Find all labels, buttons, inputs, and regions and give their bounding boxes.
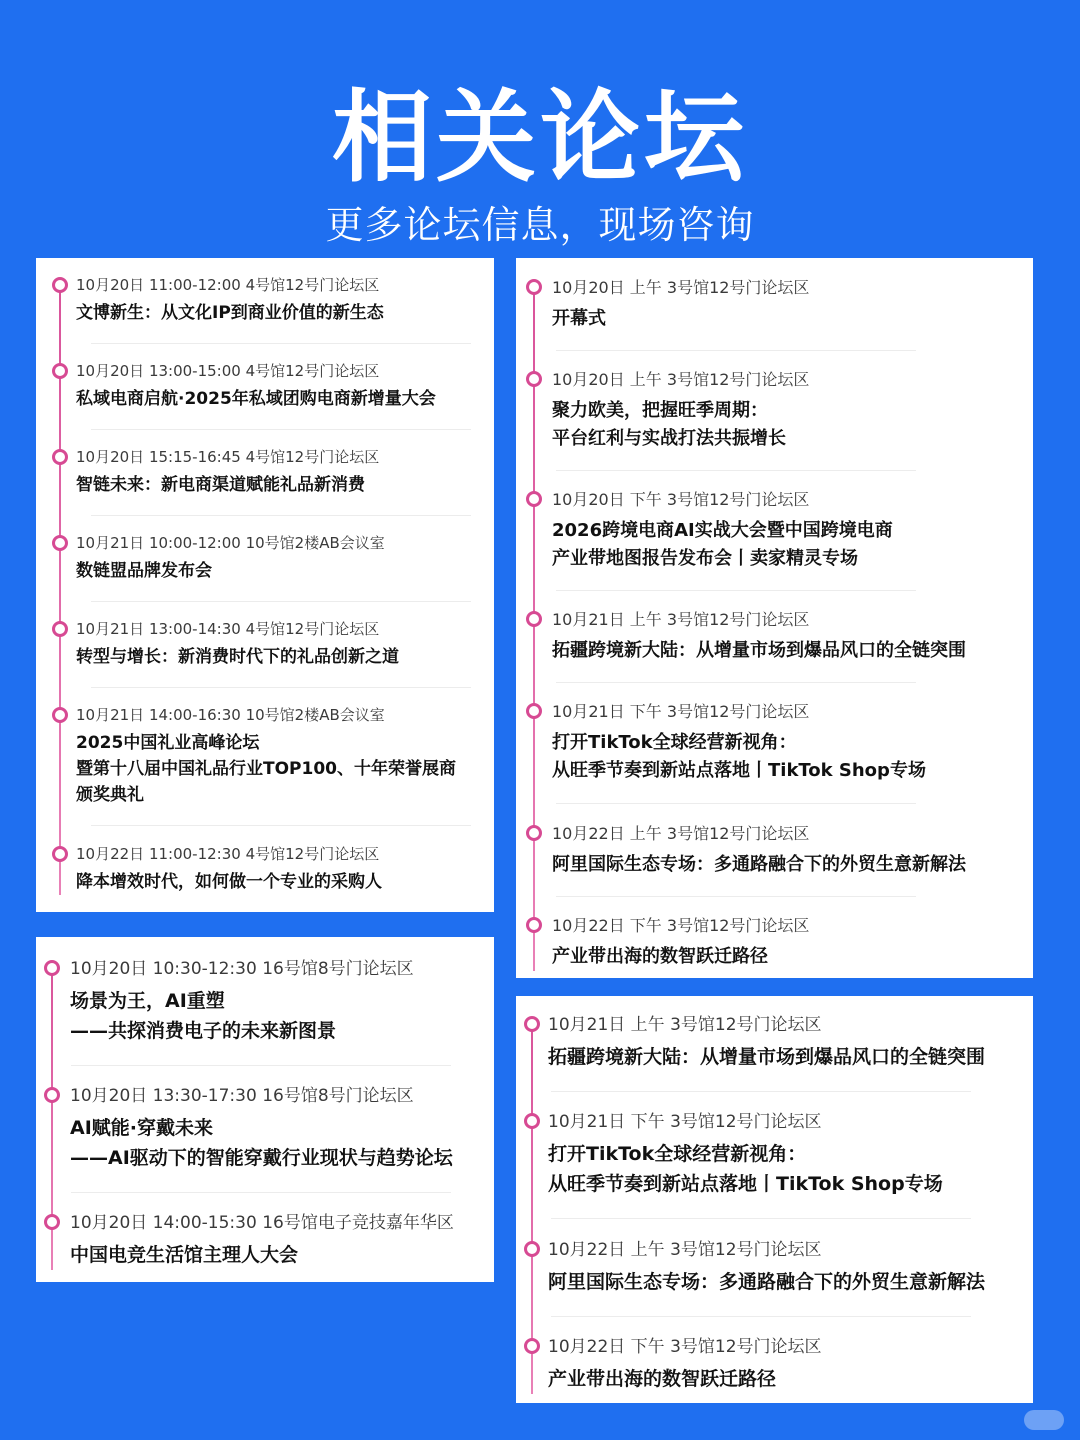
timeline-marker-icon xyxy=(526,611,542,627)
forum-title: 拓疆跨境新大陆：从增量市场到爆品风口的全链突围 xyxy=(552,640,966,661)
item-divider xyxy=(91,429,471,430)
forum-title: ——AI驱动下的智能穿戴行业现状与趋势论坛 xyxy=(70,1147,453,1169)
forum-time-location: 10月21日 下午 3号馆12号门论坛区 xyxy=(552,702,810,721)
forum-title: 打开TikTok全球经营新视角： xyxy=(552,732,797,753)
timeline-marker-icon xyxy=(526,703,542,719)
item-divider xyxy=(551,1316,971,1317)
forum-title: 拓疆跨境新大陆：从增量市场到爆品风口的全链突围 xyxy=(548,1046,986,1068)
forum-title: 私域电商启航·2025年私域团购电商新增量大会 xyxy=(76,389,436,409)
forum-title: AI赋能·穿戴未来 xyxy=(70,1117,213,1139)
forum-title: 阿里国际生态专场：多通路融合下的外贸生意新解法 xyxy=(548,1271,986,1293)
forum-time-location: 10月22日 上午 3号馆12号门论坛区 xyxy=(548,1240,822,1260)
page-subtitle: 更多论坛信息，现场咨询 xyxy=(325,203,755,247)
forum-time-location: 10月22日 上午 3号馆12号门论坛区 xyxy=(552,824,810,843)
item-divider xyxy=(556,896,916,897)
forum-title: 颁奖典礼 xyxy=(76,785,144,805)
timeline-marker-icon xyxy=(524,1113,540,1129)
forum-title: 从旺季节奏到新站点落地丨TikTok Shop专场 xyxy=(552,760,926,781)
forum-time-location: 10月22日 11:00-12:30 4号馆12号门论坛区 xyxy=(76,845,380,863)
timeline-marker-icon xyxy=(526,917,542,933)
forum-title: 降本增效时代，如何做一个专业的采购人 xyxy=(76,872,382,892)
forum-card-2 xyxy=(516,258,1033,978)
forum-title: 平台红利与实战打法共振增长 xyxy=(552,428,786,449)
timeline-marker-icon xyxy=(44,1214,60,1230)
timeline-marker-icon xyxy=(526,825,542,841)
forum-title: 场景为王，AI重塑 xyxy=(70,990,225,1012)
timeline-marker-icon xyxy=(52,621,68,637)
forum-title: 聚力欧美，把握旺季周期： xyxy=(552,400,768,421)
timeline-marker-icon xyxy=(52,449,68,465)
timeline-marker-icon xyxy=(526,491,542,507)
forum-title: 智链未来：新电商渠道赋能礼品新消费 xyxy=(76,475,365,495)
timeline-marker-icon xyxy=(52,707,68,723)
timeline-marker-icon xyxy=(52,363,68,379)
forum-title: 打开TikTok全球经营新视角： xyxy=(548,1143,807,1165)
forum-time-location: 10月22日 下午 3号馆12号门论坛区 xyxy=(552,916,810,935)
forum-time-location: 10月21日 14:00-16:30 10号馆2楼AB会议室 xyxy=(76,706,385,724)
timeline-marker-icon xyxy=(44,960,60,976)
forum-title: 2026跨境电商AI实战大会暨中国跨境电商 xyxy=(552,520,893,541)
item-divider xyxy=(556,470,916,471)
item-divider xyxy=(91,343,471,344)
forum-time-location: 10月21日 上午 3号馆12号门论坛区 xyxy=(552,610,810,629)
timeline-marker-icon xyxy=(44,1087,60,1103)
forum-time-location: 10月20日 上午 3号馆12号门论坛区 xyxy=(552,278,810,297)
forum-time-location: 10月21日 13:00-14:30 4号馆12号门论坛区 xyxy=(76,620,380,638)
forum-time-location: 10月20日 10:30-12:30 16号馆8号门论坛区 xyxy=(70,959,414,979)
forum-time-location: 10月20日 14:00-15:30 16号馆电子竞技嘉年华区 xyxy=(70,1213,454,1233)
watermark-badge xyxy=(1024,1410,1064,1430)
forum-time-location: 10月20日 15:15-16:45 4号馆12号门论坛区 xyxy=(76,448,380,466)
item-divider xyxy=(556,590,916,591)
forum-time-location: 10月20日 下午 3号馆12号门论坛区 xyxy=(552,490,810,509)
forum-title: 数链盟品牌发布会 xyxy=(76,561,212,581)
timeline-marker-icon xyxy=(524,1241,540,1257)
timeline-marker-icon xyxy=(52,846,68,862)
forum-time-location: 10月21日 上午 3号馆12号门论坛区 xyxy=(548,1015,822,1035)
forum-title: 中国电竞生活馆主理人大会 xyxy=(70,1244,299,1266)
timeline-marker-icon xyxy=(524,1016,540,1032)
item-divider xyxy=(91,825,471,826)
forum-time-location: 10月21日 下午 3号馆12号门论坛区 xyxy=(548,1112,822,1132)
forum-time-location: 10月20日 11:00-12:00 4号馆12号门论坛区 xyxy=(76,276,380,294)
page-title: 相关论坛 xyxy=(332,79,748,196)
forum-title: 产业带出海的数智跃迁路径 xyxy=(552,946,768,967)
forum-title: 文博新生：从文化IP到商业价值的新生态 xyxy=(76,303,384,323)
timeline-marker-icon xyxy=(52,277,68,293)
item-divider xyxy=(556,803,916,804)
forum-title: 开幕式 xyxy=(552,308,606,329)
forum-title: 阿里国际生态专场：多通路融合下的外贸生意新解法 xyxy=(552,854,966,875)
timeline-marker-icon xyxy=(52,535,68,551)
item-divider xyxy=(91,687,471,688)
item-divider xyxy=(71,1192,451,1193)
item-divider xyxy=(551,1091,971,1092)
forum-title: 转型与增长：新消费时代下的礼品创新之道 xyxy=(76,647,399,667)
forum-card-1 xyxy=(36,258,494,912)
forum-title: 产业带地图报告发布会丨卖家精灵专场 xyxy=(552,548,858,569)
item-divider xyxy=(556,350,916,351)
item-divider xyxy=(551,1218,971,1219)
item-divider xyxy=(71,1065,451,1066)
forum-title: 2025中国礼业高峰论坛 xyxy=(76,733,260,753)
forum-title: 从旺季节奏到新站点落地丨TikTok Shop专场 xyxy=(548,1173,943,1195)
timeline-marker-icon xyxy=(526,279,542,295)
forum-time-location: 10月20日 13:00-15:00 4号馆12号门论坛区 xyxy=(76,362,380,380)
forum-title: 暨第十八届中国礼品行业TOP100、十年荣誉展商 xyxy=(76,759,456,779)
forum-card-3 xyxy=(36,937,494,1282)
forum-card-4 xyxy=(516,996,1033,1403)
forum-title: ——共探消费电子的未来新图景 xyxy=(70,1020,337,1042)
item-divider xyxy=(91,601,471,602)
item-divider xyxy=(556,682,916,683)
timeline-marker-icon xyxy=(526,371,542,387)
forum-time-location: 10月21日 10:00-12:00 10号馆2楼AB会议室 xyxy=(76,534,385,552)
item-divider xyxy=(91,515,471,516)
forum-time-location: 10月20日 上午 3号馆12号门论坛区 xyxy=(552,370,810,389)
forum-time-location: 10月20日 13:30-17:30 16号馆8号门论坛区 xyxy=(70,1086,414,1106)
timeline-marker-icon xyxy=(524,1338,540,1354)
forum-time-location: 10月22日 下午 3号馆12号门论坛区 xyxy=(548,1337,822,1357)
forum-title: 产业带出海的数智跃迁路径 xyxy=(548,1368,777,1390)
